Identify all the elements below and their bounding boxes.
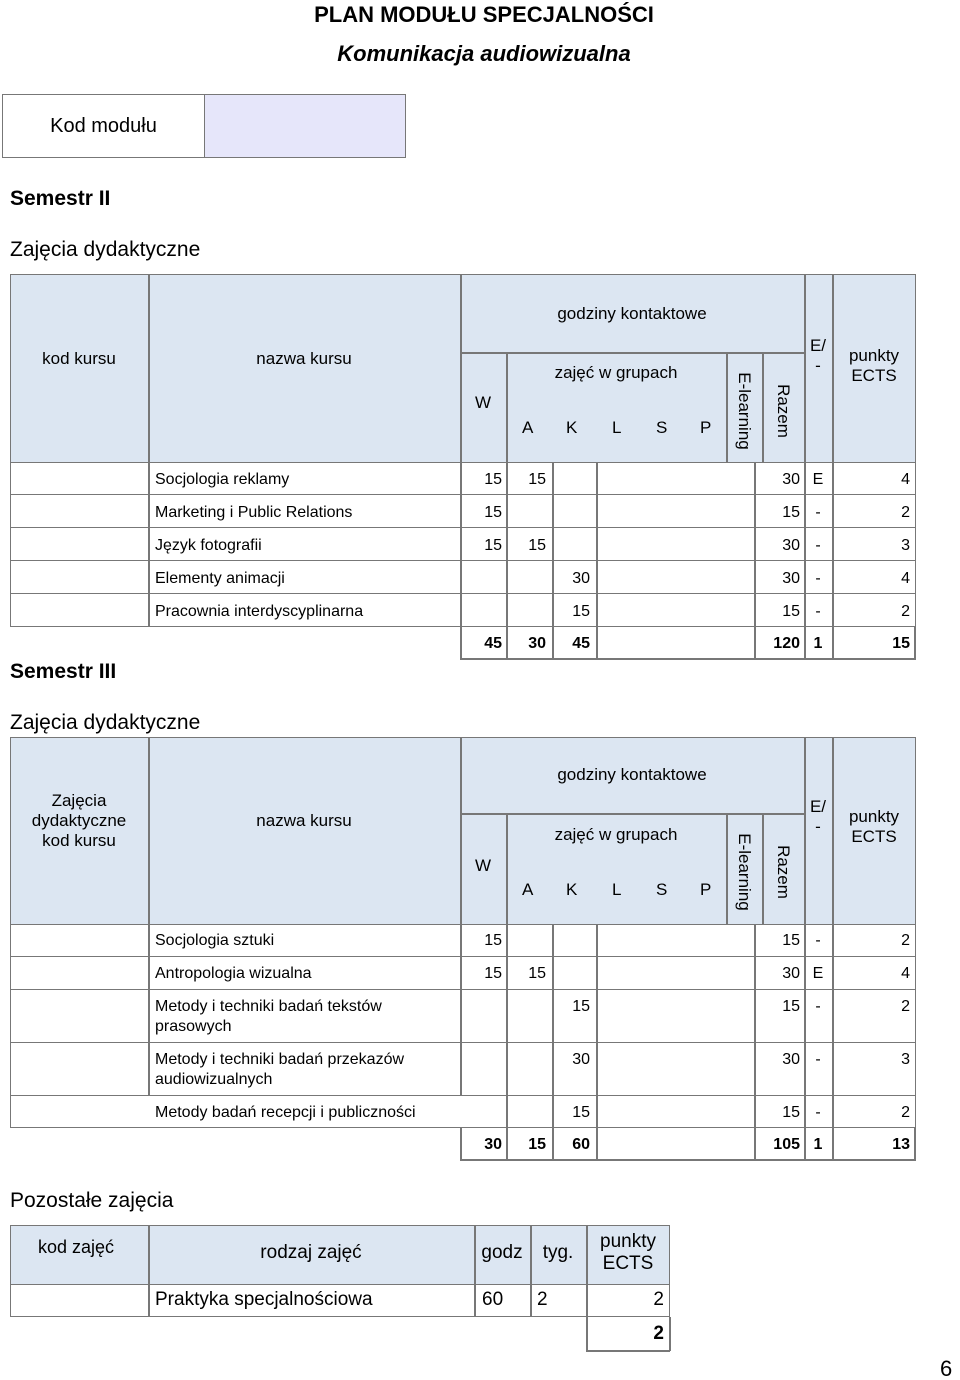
sem3-r3-nazwa1: Metody i techniki badań tekstów [155, 998, 382, 1015]
sem2-r4-nazwa: Elementy animacji [155, 570, 285, 587]
sem3-r1-ects: 2 [901, 932, 910, 949]
sem3-r1-e: - [815, 932, 821, 949]
kod-modulu-box [2, 94, 406, 158]
sem2-col-ects1: punkty [848, 346, 900, 365]
sem2-heading: Semestr II [10, 187, 111, 210]
sem3-r1-nazwa: Socjologia sztuki [155, 932, 275, 949]
sem2-r4-ects: 4 [901, 570, 910, 587]
sem2-col-W: W [474, 393, 492, 412]
sem3-col-e2: - [815, 817, 821, 836]
other-heading: Pozostałe zajęcia [10, 1189, 174, 1212]
sem3-r5-ects: 2 [901, 1104, 910, 1121]
sem3-col-razem: Razem [774, 845, 793, 899]
other-r1-godz: 60 [482, 1289, 504, 1310]
sem3-r4-e: - [815, 1051, 821, 1068]
sem3-r4-nazwa1: Metody i techniki badań przekazów [155, 1051, 405, 1068]
sem2-total-e: 1 [813, 635, 823, 652]
sem2-r3-ects: 3 [901, 537, 910, 554]
sem3-r5-e: - [815, 1104, 821, 1121]
sem3-r2-razem: 30 [782, 965, 800, 982]
sem2-col-elearning: E-learning [735, 372, 754, 450]
sem2-r3-razem: 30 [782, 537, 800, 554]
sem2-r4-e: - [815, 570, 821, 587]
sem2-r2-nazwa: Marketing i Public Relations [155, 504, 353, 521]
sem2-r1-e: E [812, 471, 824, 488]
sem3-r3-nazwa2: prasowych [155, 1018, 232, 1035]
sem2-r5-K: 15 [572, 603, 590, 620]
other-col-tyg: tyg. [542, 1242, 574, 1263]
sem2-total-W: 45 [484, 635, 502, 652]
other-col-godz: godz [481, 1242, 523, 1263]
sem2-total-A: 30 [528, 635, 546, 652]
sem3-r2-W: 15 [484, 965, 502, 982]
sem3-r3-e: - [815, 998, 821, 1015]
sem3-col-kod3: kod kursu [42, 831, 116, 850]
sem2-col-A: A [522, 418, 534, 437]
sem3-total-A: 15 [528, 1136, 546, 1153]
sem2-r2-ects: 2 [901, 504, 910, 521]
sem3-r4-razem: 30 [782, 1051, 800, 1068]
sem3-col-kod1: Zajęcia [51, 791, 107, 810]
sem3-col-grupy: zajęć w grupach [554, 825, 678, 844]
sem2-col-godziny: godziny kontaktowe [557, 304, 707, 323]
sem3-col-nazwa: nazwa kursu [256, 811, 352, 830]
sem2-total-K: 45 [572, 635, 590, 652]
sem3-r4-ects: 3 [901, 1051, 910, 1068]
sem3-col-K: K [566, 880, 578, 899]
sem3-col-ects2: ECTS [851, 827, 897, 846]
sem2-r5-nazwa: Pracownia interdyscyplinarna [155, 603, 364, 620]
sem2-r2-W: 15 [484, 504, 502, 521]
page-number: 6 [940, 1356, 953, 1380]
page-subtitle: Komunikacja audiowizualna [337, 41, 631, 66]
sem2-col-L: L [612, 418, 622, 437]
sem3-r5-razem: 15 [782, 1104, 800, 1121]
sem3-r2-ects: 4 [901, 965, 910, 982]
sem2-col-grupy: zajęć w grupach [554, 363, 678, 382]
other-r1-tyg: 2 [537, 1289, 548, 1310]
sem3-col-godziny: godziny kontaktowe [557, 765, 707, 784]
sem3-col-elearning: E-learning [735, 833, 754, 911]
other-col-rodzaj: rodzaj zajęć [260, 1242, 362, 1263]
sem3-total-e: 1 [813, 1136, 823, 1153]
sem3-total-ects: 13 [892, 1136, 910, 1153]
sem3-heading: Semestr III [10, 660, 117, 683]
sem2-col-P: P [700, 418, 712, 437]
sem2-col-ects2: ECTS [851, 366, 897, 385]
sem3-col-kod2: dydaktyczne [31, 811, 127, 830]
sem2-r2-razem: 15 [782, 504, 800, 521]
sem2-col-S: S [656, 418, 668, 437]
sem2-r1-razem: 30 [782, 471, 800, 488]
sem3-total-W: 30 [484, 1136, 502, 1153]
sem2-r5-e: - [815, 603, 821, 620]
sem3-col-A: A [522, 880, 534, 899]
sem3-col-W: W [474, 856, 492, 875]
other-total-ects: 2 [653, 1323, 664, 1344]
sem3-r3-K: 15 [572, 998, 590, 1015]
sem3-total-K: 60 [572, 1136, 590, 1153]
kod-modulu-label: Kod modułu [3, 95, 205, 157]
sem3-r2-A: 15 [528, 965, 546, 982]
sem2-r3-e: - [815, 537, 821, 554]
sem3-r4-nazwa2: audiowizualnych [155, 1071, 273, 1088]
sem2-r1-ects: 4 [901, 471, 910, 488]
sem2-r1-A: 15 [528, 471, 546, 488]
sem2-col-nazwa: nazwa kursu [256, 349, 352, 368]
sem3-r3-razem: 15 [782, 998, 800, 1015]
kod-modulu-value[interactable] [205, 95, 405, 157]
sem2-col-e2: - [815, 356, 821, 375]
sem3-subheading: Zajęcia dydaktyczne [10, 711, 201, 734]
sem3-r5-K: 15 [572, 1104, 590, 1121]
sem3-r5-nazwa: Metody badań recepcji i publiczności [155, 1104, 416, 1121]
sem2-r4-K: 30 [572, 570, 590, 587]
sem2-col-K: K [566, 418, 578, 437]
sem2-total-razem: 120 [773, 635, 800, 652]
sem3-col-ects1: punkty [848, 807, 900, 826]
other-r1-ects: 2 [653, 1289, 664, 1310]
sem2-r4-razem: 30 [782, 570, 800, 587]
sem3-r2-e: E [812, 965, 824, 982]
sem2-r1-nazwa: Socjologia reklamy [155, 471, 290, 488]
sem3-r1-razem: 15 [782, 932, 800, 949]
sem3-col-e1: E/ [809, 797, 827, 816]
sem3-r2-nazwa: Antropologia wizualna [155, 965, 312, 982]
sem3-r4-K: 30 [572, 1051, 590, 1068]
sem2-r3-W: 15 [484, 537, 502, 554]
sem3-r1-W: 15 [484, 932, 502, 949]
sem3-total-razem: 105 [773, 1136, 800, 1153]
sem2-r5-ects: 2 [901, 603, 910, 620]
page-title: PLAN MODUŁU SPECJALNOŚCI [314, 2, 654, 27]
sem3-col-P: P [700, 880, 712, 899]
sem2-col-razem: Razem [774, 384, 793, 438]
sem2-r5-razem: 15 [782, 603, 800, 620]
sem2-col-kod: kod kursu [42, 349, 116, 368]
sem2-r3-A: 15 [528, 537, 546, 554]
sem3-r3-ects: 2 [901, 998, 910, 1015]
sem2-col-e1: E/ [809, 336, 827, 355]
sem2-r3-nazwa: Język fotografii [155, 537, 262, 554]
sem2-r1-W: 15 [484, 471, 502, 488]
sem3-col-L: L [612, 880, 622, 899]
other-r1-rodzaj: Praktyka specjalnościowa [155, 1289, 373, 1310]
other-col-ects1: punkty [600, 1231, 656, 1252]
sem3-col-S: S [656, 880, 668, 899]
other-col-kod: kod zajęć [38, 1237, 115, 1257]
sem2-total-ects: 15 [892, 635, 910, 652]
other-col-ects2: ECTS [602, 1253, 654, 1274]
sem2-r2-e: - [815, 504, 821, 521]
sem2-subheading: Zajęcia dydaktyczne [10, 238, 201, 261]
